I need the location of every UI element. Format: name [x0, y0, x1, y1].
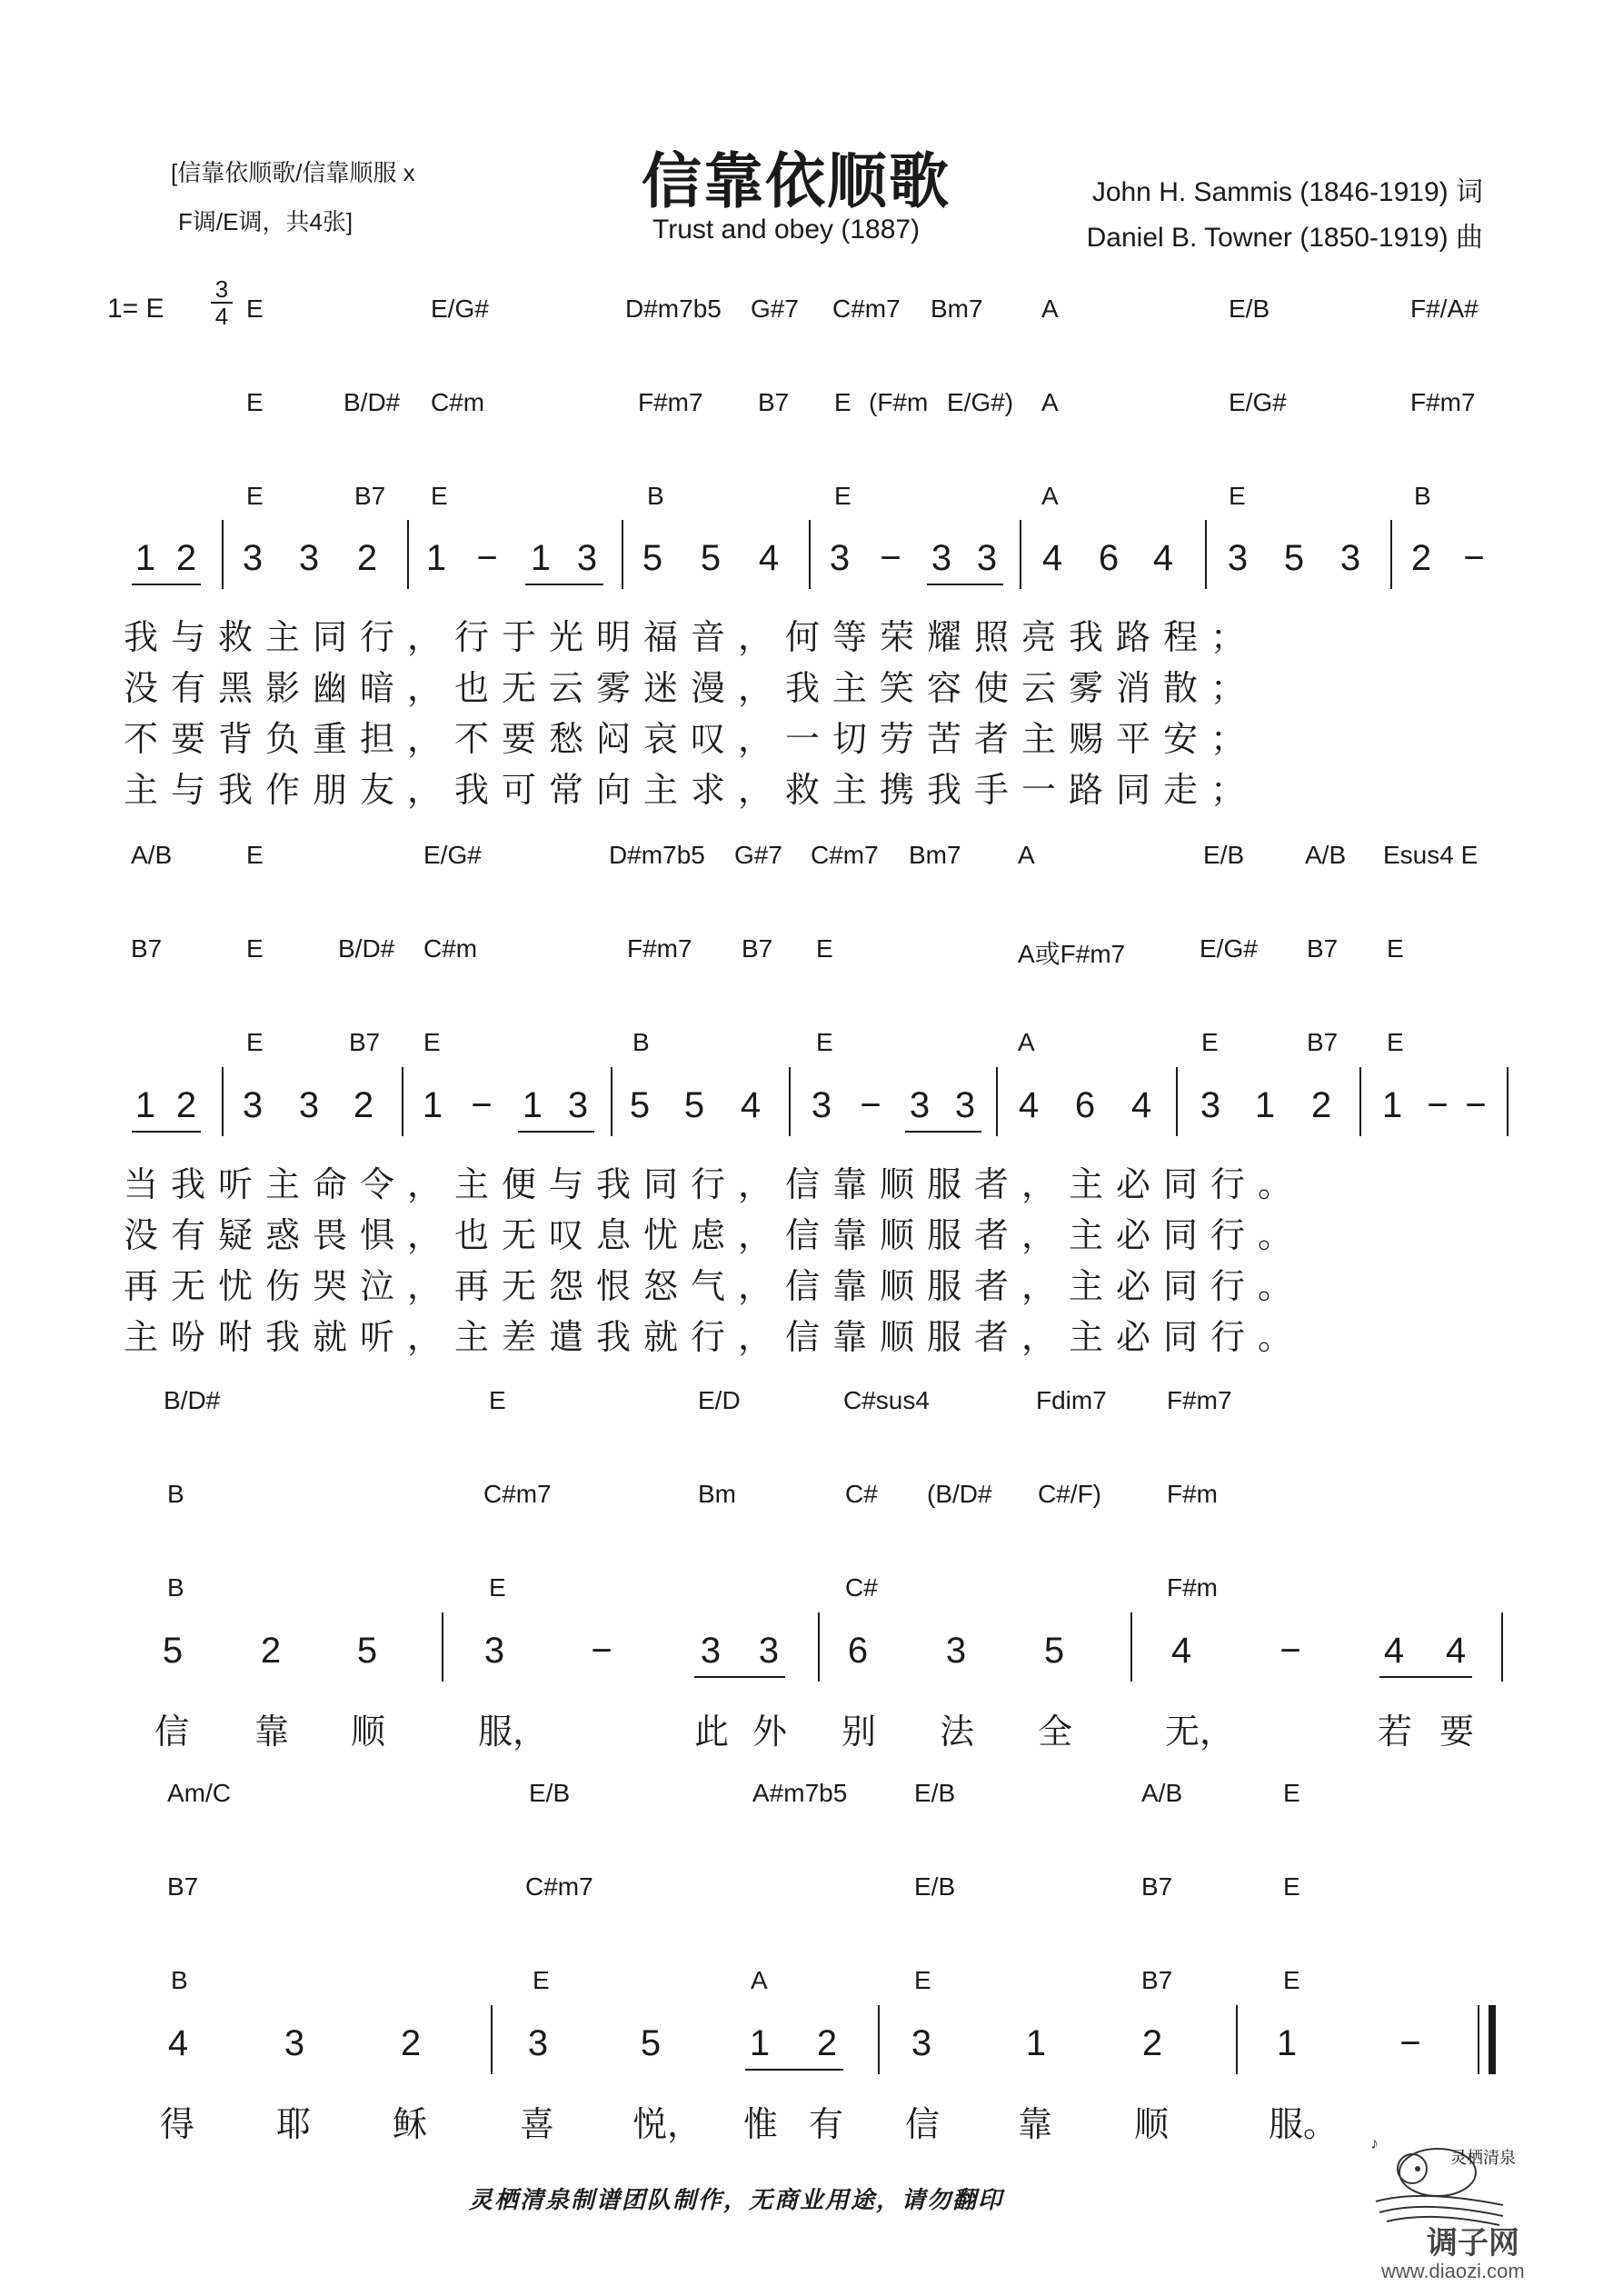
barline — [1205, 520, 1207, 589]
note: 5 — [1283, 538, 1305, 578]
chord: F#m7 — [627, 934, 692, 963]
time-signature-numerator: 3 — [214, 275, 229, 303]
note: 2 — [353, 1085, 374, 1125]
note: 4 — [1041, 538, 1063, 578]
logo-text: 灵栖清泉 — [1450, 2149, 1516, 2167]
chord: E — [1283, 1872, 1300, 1901]
chord: E — [816, 1028, 833, 1056]
chord: F#m7 — [1167, 1386, 1232, 1414]
chord: B7 — [167, 1872, 199, 1901]
chord: B7 — [354, 482, 386, 510]
chord: E — [834, 388, 851, 416]
note: 2 — [1310, 1085, 1332, 1125]
chord: B/D# — [338, 934, 395, 963]
barline — [878, 2005, 880, 2074]
note: 5 — [1043, 1631, 1065, 1671]
lyric-line: 不要背负重担，不要愁闷哀叹，一切劳苦者主赐平安； — [124, 721, 1259, 759]
chord: E — [914, 1966, 931, 1994]
note: 3 — [758, 1631, 780, 1671]
chord: C#m — [431, 388, 485, 416]
barline — [789, 1067, 791, 1136]
note: 2 — [816, 2023, 838, 2063]
note: 3 — [811, 1085, 832, 1125]
sustain-dash: − — [880, 538, 901, 578]
note: 2 — [1141, 2023, 1163, 2063]
chord: E — [489, 1386, 506, 1414]
note: 3 — [576, 538, 598, 578]
lyric-syllable: 得 — [160, 2106, 195, 2144]
note: 5 — [642, 538, 663, 578]
chord: B — [1414, 482, 1431, 510]
chord: F#m7 — [1410, 388, 1476, 416]
lyric-syllable: 靠 — [1018, 2106, 1053, 2144]
chord: Am/C — [167, 1779, 231, 1807]
chord: B7 — [742, 934, 773, 963]
chord: E/G# — [1200, 934, 1258, 963]
chord: (B/D# — [927, 1480, 992, 1508]
chord: F#m7 — [638, 388, 703, 416]
time-signature-denominator: 4 — [214, 303, 229, 330]
note: 1 — [1381, 1085, 1403, 1125]
chord: E/B — [914, 1779, 956, 1807]
chord: Bm7 — [909, 841, 961, 869]
chord: B — [171, 1966, 188, 1994]
note: 3 — [931, 538, 952, 578]
lyric-line: 当我听主命令，主便与我同行，信靠顺服者，主必同行。 — [124, 1166, 1306, 1204]
lyric-syllable: 耶 — [276, 2106, 312, 2144]
chord: A/B — [1305, 841, 1347, 869]
note: 3 — [976, 538, 998, 578]
lyric-syllable: 信 — [154, 1713, 190, 1752]
chord: E — [533, 1966, 550, 1994]
lyric-syllable: 无， — [1165, 1713, 1235, 1752]
sustain-dash: − — [476, 538, 498, 578]
chord: F#/A# — [1410, 294, 1479, 323]
page-subtitle: Trust and obey (1887) — [652, 215, 921, 245]
time-signature — [211, 275, 233, 330]
note: 3 — [242, 538, 264, 578]
barline — [1236, 2005, 1238, 2074]
note: 1 — [134, 1085, 156, 1125]
chord: C#m7 — [832, 294, 901, 323]
note: 3 — [1227, 538, 1249, 578]
chord: F#m — [1167, 1573, 1218, 1602]
eighth-beam — [132, 1131, 201, 1133]
lyric-syllable: 别 — [841, 1713, 877, 1752]
footer-credit: 灵栖清泉制谱团队制作，无商业用途，请勿翻印 — [469, 2187, 1004, 2214]
chord: E/B — [1203, 841, 1245, 869]
chord: Bm — [698, 1480, 736, 1508]
sustain-dash: − — [1427, 1085, 1449, 1125]
note: 5 — [640, 2023, 662, 2063]
song-info-line2: F调/E调，共4张] — [178, 208, 353, 235]
chord: F#m — [1167, 1480, 1218, 1508]
note: 5 — [683, 1085, 705, 1125]
chord: E/G# — [431, 294, 489, 323]
barline — [1020, 520, 1021, 589]
chord: E/B — [529, 1779, 571, 1807]
note: 6 — [1098, 538, 1120, 578]
chord: B7 — [1141, 1872, 1173, 1901]
eighth-beam — [518, 1131, 594, 1133]
note: 1 — [422, 1085, 443, 1125]
chord: E/G#) — [947, 388, 1014, 416]
chord: A#m7b5 — [752, 1779, 848, 1807]
note: 3 — [567, 1085, 589, 1125]
note: 2 — [400, 2023, 422, 2063]
sustain-dash: − — [471, 1085, 493, 1125]
note: 6 — [847, 1631, 869, 1671]
chord: B — [167, 1573, 184, 1602]
chord: G#7 — [734, 841, 782, 869]
note: 4 — [740, 1085, 762, 1125]
note: 4 — [1152, 538, 1174, 578]
note: 3 — [1339, 538, 1361, 578]
lyric-syllable: 稣 — [393, 2106, 428, 2144]
chord: A或F#m7 — [1018, 940, 1126, 968]
chord: C# — [845, 1573, 878, 1602]
chord: (F#m — [869, 388, 929, 416]
publisher-logo — [1367, 2129, 1516, 2229]
chord: E/B — [1229, 294, 1270, 323]
chord: B7 — [349, 1028, 381, 1056]
barline — [622, 520, 623, 589]
chord: E — [246, 294, 264, 323]
chord: E/G# — [1229, 388, 1287, 416]
note: 5 — [162, 1631, 184, 1671]
note: 4 — [1383, 1631, 1405, 1671]
lyricist-credit: John H. Sammis (1846-1919) 词 — [1091, 177, 1483, 207]
eighth-beam — [132, 584, 201, 585]
chord: E — [246, 841, 264, 869]
note: 3 — [829, 538, 851, 578]
note: 1 — [522, 1085, 543, 1125]
note: 3 — [527, 2023, 549, 2063]
note: 3 — [911, 2023, 932, 2063]
note: 4 — [1130, 1085, 1152, 1125]
sustain-dash: − — [1463, 538, 1485, 578]
chord: C#m7 — [483, 1480, 552, 1508]
site-name: 调子网 — [1427, 2226, 1519, 2261]
chord: E/D — [698, 1386, 741, 1414]
chord: A — [1018, 841, 1035, 869]
svg-text:♪: ♪ — [1370, 2134, 1379, 2152]
chord: E — [1387, 934, 1404, 963]
note: 4 — [1018, 1085, 1040, 1125]
sustain-dash: − — [1279, 1631, 1301, 1671]
barline — [491, 2005, 493, 2074]
barline — [222, 1067, 224, 1136]
barline — [809, 520, 811, 589]
lyric-syllable: 全 — [1038, 1713, 1073, 1752]
chord: B — [167, 1480, 184, 1508]
barline — [407, 520, 409, 589]
chord: B7 — [131, 934, 163, 963]
note: 3 — [298, 1085, 320, 1125]
page-title: 信靠依顺歌 — [642, 147, 951, 215]
chord: A/B — [1141, 1779, 1183, 1807]
barline — [222, 520, 224, 589]
lyric-syllable: 顺 — [1134, 2106, 1170, 2144]
lyric-syllable: 惟 — [743, 2106, 779, 2144]
chord: B7 — [1141, 1966, 1173, 1994]
chord: E — [423, 1028, 441, 1056]
note: 1 — [1254, 1085, 1276, 1125]
note: 3 — [298, 538, 320, 578]
barline — [1176, 1067, 1178, 1136]
chord: Fdim7 — [1036, 1386, 1107, 1414]
chord: E — [246, 482, 264, 510]
chord: E — [1283, 1779, 1300, 1807]
lyric-line: 没有黑影幽暗，也无云雾迷漫，我主笑容使云雾消散； — [124, 670, 1259, 708]
note: 5 — [700, 538, 722, 578]
barline — [996, 1067, 998, 1136]
note: 4 — [758, 538, 780, 578]
chord: A — [751, 1966, 768, 1994]
chord: A — [1041, 294, 1059, 323]
lyric-line: 没有疑惑畏惧，也无叹息忧虑，信靠顺服者，主必同行。 — [124, 1217, 1306, 1255]
chord: Bm7 — [931, 294, 983, 323]
chord: B7 — [758, 388, 790, 416]
chord: A — [1041, 482, 1059, 510]
chord: E — [246, 934, 264, 963]
chord: A/B — [131, 841, 173, 869]
chord: C#sus4 — [843, 1386, 930, 1414]
note: 4 — [1445, 1631, 1467, 1671]
key-signature: 1= E — [107, 294, 164, 324]
chord: E — [1229, 482, 1246, 510]
song-info-line1: [信靠依顺歌/信靠顺服 x — [171, 159, 415, 186]
eighth-beam — [1379, 1676, 1472, 1678]
eighth-beam — [905, 1131, 981, 1133]
lyric-syllable: 悦， — [632, 2106, 702, 2144]
chord: E — [489, 1573, 506, 1602]
lyric-syllable: 服。 — [1269, 2106, 1339, 2144]
chord: B/D# — [164, 1386, 221, 1414]
eighth-beam — [927, 584, 1003, 585]
chord: B7 — [1307, 1028, 1339, 1056]
lyric-line: 我与救主同行，行于光明福音，何等荣耀照亮我路程； — [124, 619, 1259, 657]
note: 3 — [700, 1631, 722, 1671]
chord: D#m7b5 — [609, 841, 705, 869]
note: 4 — [167, 2023, 189, 2063]
sustain-dash: − — [1465, 1085, 1487, 1125]
chord: E — [816, 934, 833, 963]
chord: E — [1387, 1028, 1404, 1056]
lyric-syllable: 此 — [694, 1713, 730, 1752]
chord: C#m7 — [811, 841, 879, 869]
chord: E/G# — [423, 841, 482, 869]
chord: C#m — [423, 934, 478, 963]
note: 1 — [1276, 2023, 1298, 2063]
lyric-syllable: 信 — [905, 2106, 941, 2144]
lyric-syllable: 有 — [809, 2106, 844, 2144]
chord: C# — [845, 1480, 878, 1508]
note: 1 — [1025, 2023, 1047, 2063]
chord: E — [1201, 1028, 1219, 1056]
note: 3 — [242, 1085, 264, 1125]
note: 3 — [284, 2023, 305, 2063]
chord: E — [1283, 1966, 1300, 1994]
barline — [402, 1067, 403, 1136]
eighth-beam — [694, 1676, 785, 1678]
chord: B7 — [1307, 934, 1339, 963]
note: 2 — [1410, 538, 1432, 578]
lyric-syllable: 顺 — [351, 1713, 386, 1752]
chord: E — [246, 388, 264, 416]
lyric-syllable: 若 — [1378, 1713, 1413, 1752]
lyric-syllable: 服， — [478, 1713, 548, 1752]
note: 1 — [425, 538, 447, 578]
note: 3 — [1200, 1085, 1221, 1125]
eighth-beam — [525, 584, 603, 585]
chord: E/B — [914, 1872, 956, 1901]
lyric-line: 主与我作朋友，我可常向主求，救主携我手一路同走； — [124, 772, 1259, 810]
chord: D#m7b5 — [625, 294, 722, 323]
chord: A — [1041, 388, 1059, 416]
composer-credit: Daniel B. Towner (1850-1919) 曲 — [1086, 223, 1483, 253]
chord: B — [647, 482, 664, 510]
lyric-syllable: 外 — [752, 1713, 788, 1752]
note: 2 — [356, 538, 378, 578]
sustain-dash: − — [591, 1631, 612, 1671]
site-url: www.diaozi.com — [1381, 2260, 1525, 2282]
barline — [1390, 520, 1392, 589]
chord: B/D# — [344, 388, 401, 416]
chord: B — [632, 1028, 650, 1056]
lyric-line: 再无忧伤哭泣，再无怨恨怒气，信靠顺服者，主必同行。 — [124, 1268, 1306, 1306]
note: 5 — [629, 1085, 651, 1125]
chord: E — [246, 1028, 264, 1056]
final-barline-thin — [1478, 2005, 1479, 2074]
barline — [818, 1612, 820, 1682]
lyric-syllable: 靠 — [254, 1713, 290, 1752]
chord: E — [431, 482, 448, 510]
note: 3 — [483, 1631, 505, 1671]
note: 6 — [1074, 1085, 1096, 1125]
chord: C#/F) — [1038, 1480, 1101, 1508]
note: 5 — [356, 1631, 378, 1671]
eighth-beam — [745, 2069, 843, 2071]
chord: Esus4 E — [1383, 841, 1479, 869]
final-barline-thick — [1489, 2005, 1496, 2074]
barline — [1359, 1067, 1361, 1136]
barline — [611, 1067, 612, 1136]
note: 1 — [134, 538, 156, 578]
lyric-syllable: 喜 — [520, 2106, 555, 2144]
lyric-line: 主吩咐我就听，主差遣我就行，信靠顺服者，主必同行。 — [124, 1319, 1306, 1357]
barline — [1130, 1612, 1132, 1682]
barline — [442, 1612, 443, 1682]
note: 3 — [954, 1085, 976, 1125]
chord: C#m7 — [525, 1872, 593, 1901]
note: 2 — [175, 1085, 197, 1125]
note: 3 — [945, 1631, 967, 1671]
chord: A — [1018, 1028, 1035, 1056]
barline — [1501, 1612, 1503, 1682]
note: 2 — [260, 1631, 282, 1671]
note: 2 — [175, 538, 197, 578]
lyric-syllable: 要 — [1439, 1713, 1475, 1752]
chord: E — [834, 482, 851, 510]
sustain-dash: − — [1399, 2023, 1421, 2063]
lyric-syllable: 法 — [940, 1713, 975, 1752]
note: 1 — [530, 538, 552, 578]
note: 4 — [1170, 1631, 1192, 1671]
note: 1 — [749, 2023, 771, 2063]
chord: G#7 — [751, 294, 799, 323]
barline — [1507, 1067, 1508, 1136]
sustain-dash: − — [860, 1085, 881, 1125]
note: 3 — [909, 1085, 931, 1125]
